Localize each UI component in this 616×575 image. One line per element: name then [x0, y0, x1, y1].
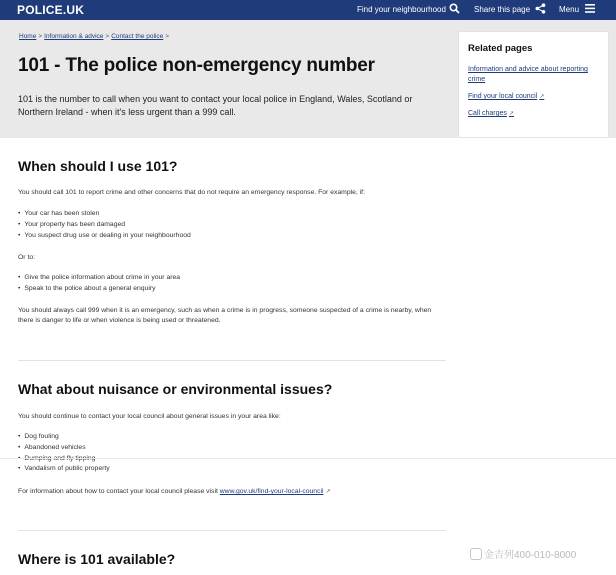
section-heading-when-use-101: When should I use 101?: [18, 158, 178, 174]
council-info-label: For information about how to contact your local council please visit: [18, 488, 218, 495]
list-item: • You suspect drug use or dealing in your neighbourhood: [18, 231, 191, 242]
section-intro-text: You should continue to contact your local council about general issues in your area like:: [18, 413, 281, 420]
watermark: [470, 546, 576, 561]
related-link-reporting-crime[interactable]: [468, 65, 598, 85]
section-divider: [18, 360, 446, 361]
reasons-list: [18, 209, 191, 241]
section-heading-where-available: Where is 101 available?: [18, 551, 176, 567]
external-link-icon: ↗: [539, 94, 545, 100]
or-to-text: Or to:: [18, 254, 35, 261]
menu-label: Menu: [559, 5, 580, 14]
nuisance-issues-list: [18, 432, 110, 475]
share-page-link[interactable]: [474, 5, 530, 14]
watermark-text: 金吉列400-010-8000: [484, 550, 577, 561]
emergency-999-text: You should always call 999 when it is an emergency, such as when a crime is in progress, someone suspected of a crime is nearby, when there is danger to life or when violence is being used or threatened.: [18, 307, 432, 324]
list-item: • Your car has been stolen: [18, 209, 191, 220]
share-page-label: Share this page: [474, 5, 531, 14]
breadcrumb-information-advice[interactable]: Information & advice: [44, 33, 104, 40]
section-intro-text: You should call 101 to report crime and other concerns that do not require an emergency response. For example, if:: [18, 189, 365, 196]
list-item: • Speak to the police about a general enquiry: [18, 284, 180, 295]
related-link-label: Find your local council: [468, 93, 538, 100]
list-item: • Vandalism of public property: [18, 464, 110, 475]
related-link-label: Information and advice about reporting crime: [468, 66, 588, 83]
breadcrumb-separator: >: [38, 33, 43, 40]
section-divider: [18, 530, 446, 531]
page-fold-line: [0, 458, 616, 459]
share-icon: [535, 3, 546, 14]
page-lead-text: 101 is the number to call when you want to contact your local police in England, Wales, Scotland or Northern Ireland - when it's less urgent than a 999 call.: [18, 94, 413, 117]
find-neighbourhood-label: Find your neighbourhood: [357, 5, 446, 14]
police-uk-logo[interactable]: POLICE.UK: [17, 3, 85, 17]
list-item: • Give the police information about crime in your area: [18, 273, 180, 284]
search-icon: [449, 3, 460, 14]
menu-button[interactable]: [559, 5, 579, 14]
council-info-text: [18, 487, 448, 497]
council-link[interactable]: www.gov.uk/find-your-local-council: [219, 488, 324, 495]
breadcrumb-separator: >: [105, 33, 110, 40]
list-item: • Your property has been damaged: [18, 220, 191, 231]
watermark-logo-icon: [470, 548, 482, 560]
find-neighbourhood-link[interactable]: [357, 5, 446, 14]
list-item: • Abandoned vehicles: [18, 443, 110, 454]
breadcrumb: [19, 33, 171, 40]
other-reasons-list: [18, 273, 180, 295]
hamburger-menu-icon: [585, 4, 595, 13]
page-title: 101 - The police non-emergency number: [18, 55, 375, 76]
external-link-icon: ↗: [508, 111, 514, 117]
section-heading-nuisance-issues: What about nuisance or environmental issues?: [18, 381, 333, 397]
breadcrumb-separator: >: [165, 33, 170, 40]
related-pages-panel: [458, 31, 609, 138]
related-link-call-charges[interactable]: [468, 109, 598, 119]
breadcrumb-contact-police[interactable]: Contact the police: [111, 33, 164, 40]
external-link-icon: ↗: [325, 489, 331, 495]
list-item: • Dog fouling: [18, 432, 110, 443]
top-navigation-bar: [0, 0, 616, 20]
related-pages-title: Related pages: [468, 43, 533, 54]
breadcrumb-home[interactable]: Home: [19, 33, 37, 40]
related-link-local-council[interactable]: [468, 92, 598, 102]
related-link-label: Call charges: [468, 110, 507, 117]
